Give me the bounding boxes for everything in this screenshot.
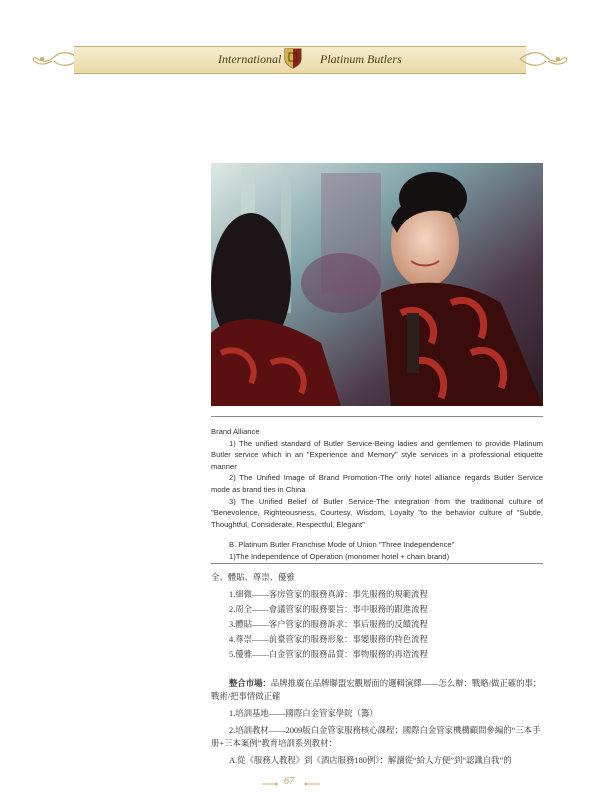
footer-ornament-right-icon: [304, 782, 320, 786]
english-para-3: 3) The Unified Belief of Butler Service-The integration from the traditional culture of "Benevolence, Righteousness, Courtesy, Wisdom, Loyalty "to the behavior culture of "Subtle, Thoughtful, Considerate, Respectful, Elegant": [211, 496, 543, 529]
market-label: 整合市場：: [229, 679, 271, 688]
chinese-base: 1.培訓基地——國際白金管家學院（籌）: [229, 709, 378, 718]
chinese-section: [211, 571, 543, 767]
english-section: [211, 426, 543, 563]
english-para-4: B. Platinum Butler Franchise Mode of Union "Three Independence": [229, 540, 455, 550]
chinese-item-1: 1.細微——客房管家的服務真諦：事先服務的規範流程: [229, 590, 428, 599]
page-number: 67: [284, 776, 294, 787]
page-footer: [0, 776, 600, 792]
header-title-right: Platinum Butlers: [320, 52, 402, 66]
chinese-item-2: 2.周全——會議管家的服務要旨：事中服務的跟進流程: [229, 605, 428, 614]
chinese-item-3: 3.體貼——客户管家的服務訴求：事后服務的反饋流程: [229, 620, 428, 629]
header-title-left: International: [218, 52, 282, 66]
english-para-1: 1) The unified standard of Butler Service-Being ladies and gentlemen to provide Platinum Butler service which in an "Experience and Memory" style services in a professional etiquette manner: [211, 438, 543, 471]
market-text: 品牌推廣在品牌聯盟宏觀層面的邏輯演繹——怎么辦：戰略/做正確的事；戰術/把事情做正確: [211, 679, 542, 701]
footer-ornament-left-icon: [262, 782, 278, 786]
chinese-item-4: 4.尊崇——前臺管家的服務形象：事變服務的特色流程: [229, 635, 428, 644]
chinese-item-5: 5.優雅——白金管家的服務品質：事物服務的再造流程: [229, 650, 428, 659]
header-banner: [30, 44, 570, 74]
chinese-item-a: A.從《服務人教程》到《酒店服務180例》：解讀從“給人方便”到“認識自我”的: [229, 756, 512, 765]
english-para-5: 1)The Independence of Operation (monomer hotel + chain brand): [229, 551, 450, 561]
divider-top: [211, 416, 543, 417]
crest-icon: [282, 46, 304, 70]
brand-alliance-heading: Brand Alliance: [211, 427, 260, 436]
flourish-right-icon: [518, 47, 570, 71]
chinese-intro: 全、體貼、尊崇、優雅: [211, 573, 295, 582]
butler-photo: [211, 163, 543, 406]
english-para-2: 2) The Unified Image of Brand Promotion-The only hotel alliance regards Butler Service mode as brand ties in China: [211, 473, 543, 494]
divider-middle: [211, 563, 543, 564]
chinese-market: [211, 677, 543, 703]
chinese-materials: 2.培訓教材——2009版白金管家服務核心課程；國際白金管家機構顧問參編的“三本手册+三本案例”教育培訓系列教材：: [211, 726, 541, 748]
